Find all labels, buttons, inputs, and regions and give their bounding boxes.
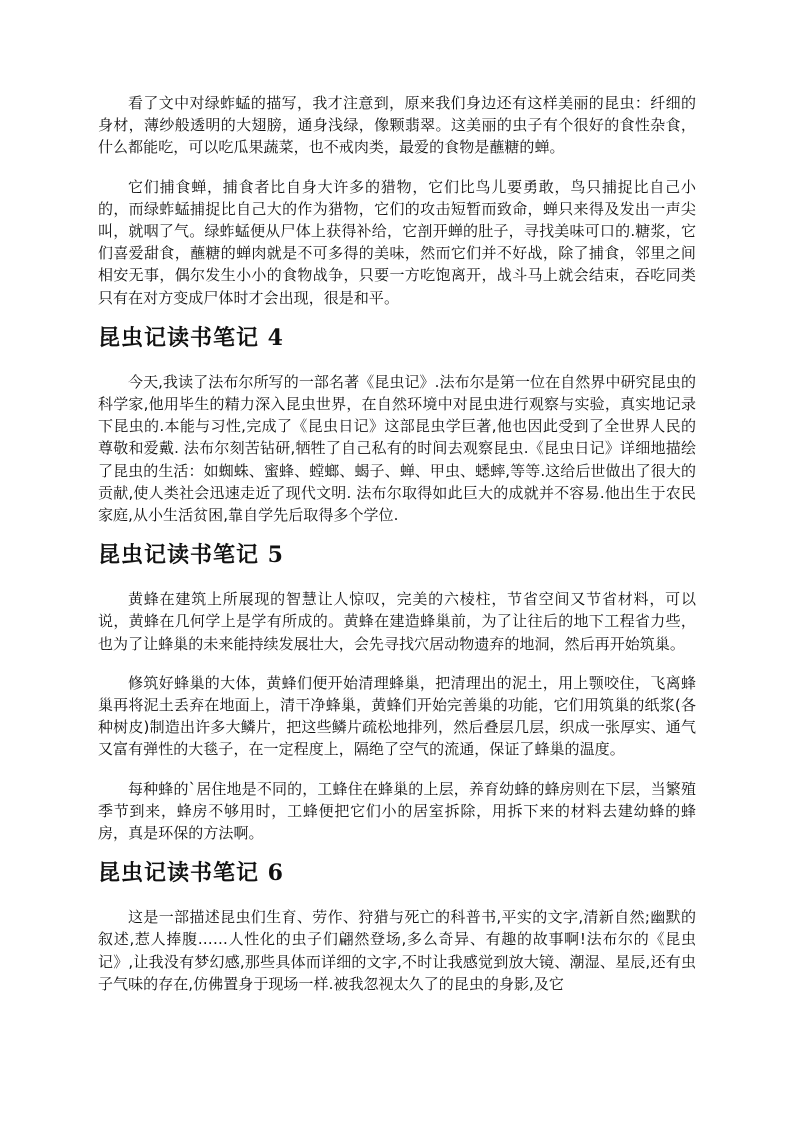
section-heading: 昆虫记读书笔记 4 <box>98 324 284 351</box>
paragraph: 今天,我读了法布尔所写的一部名著《昆虫记》.法布尔是第一位在自然界中研究昆虫的科学家,他用毕生的精力深入昆虫世界，在自然环境中对昆虫进行观察与实验，真实地记录下昆虫的.本能与习性,完成了《昆虫日记》这部昆虫学巨著,他也因此受到了全世界人民的尊敬和爱戴. 法布尔刻苦钻研,牺牲了自己私有的时间去观察昆虫.《昆虫日记》详细地描绘了昆虫的生活：如蜘蛛、蜜蜂、螳螂、蝎子、蝉、甲虫、蟋蟀,等等.这给后世做出了很大的贡献,使人类社会迅速走近了现代文明. 法布尔取得如此巨大的成就并不容易.他出生于农民家庭,从小生活贫困,靠自学先后取得多个学位. <box>98 372 696 525</box>
section-heading: 昆虫记读书笔记 5 <box>98 542 284 569</box>
paragraph: 这是一部描述昆虫们生育、劳作、狩猎与死亡的科普书,平实的文字,清新自然;幽默的叙述,惹人捧腹……人性化的虫子们翩然登场,多么奇异、有趣的故事啊!法布尔的《昆虫记》,让我没有梦幻感,那些具体而详细的文字,不时让我感觉到放大镜、潮湿、星辰,还有虫子气味的存在,仿佛置身于现场一样.被我忽视太久了的昆虫的身影,及它 <box>98 908 696 993</box>
paragraph: 黄蜂在建筑上所展现的智慧让人惊叹，完美的六棱柱，节省空间又节省材料，可以说，黄蜂在几何学上是学有所成的。黄蜂在建造蜂巢前，为了让往后的地下工程省力些，也为了让蜂巢的未来能持续发展壮大，会先寻找穴居动物遗弃的地洞，然后再开始筑巢。 <box>98 590 696 653</box>
paragraph: 修筑好蜂巢的大体，黄蜂们便开始清理蜂巢，把清理出的泥土，用上颚咬住，飞离蜂巢再将泥土丢弃在地面上，清干净蜂巢，黄蜂们开始完善巢的功能，它们用筑巢的纸浆(各种树皮)制造出许多大鳞片，把这些鳞片疏松地排列，然后叠层几层，织成一张厚实、通气又富有弹性的大毯子，在一定程度上，隔绝了空气的流通，保证了蜂巢的温度。 <box>98 673 696 759</box>
paragraph: 它们捕食蝉，捕食者比自身大许多的猎物，它们比鸟儿要勇敢，鸟只捕捉比自己小的，而绿蚱蜢捕捉比自己大的作为猎物，它们的攻击短暂而致命，蝉只来得及发出一声尖叫，就咽了气。绿蚱蜢便从尸体上获得补给，它剖开蝉的肚子，寻找美味可口的.糖浆，它们喜爱甜食，蘸糖的蝉肉就是不可多得的美味，然而它们并不好战，除了捕食，邻里之间相安无事，偶尔发生小小的食物战争，只要一方吃饱离开，战斗马上就会结束，吞吃同类只有在对方变成尸体时才会出现，很是和平。 <box>98 177 696 307</box>
paragraph: 看了文中对绿蚱蜢的描写，我才注意到，原来我们身边还有这样美丽的昆虫：纤细的身材，薄纱般透明的大翅膀，通身浅绿，像颗翡翠。这美丽的虫子有个很好的食性杂食，什么都能吃，可以吃瓜果蔬菜，也不戒肉类，最爱的食物是蘸糖的蝉。 <box>98 94 696 157</box>
paragraph: 每种蜂的`居住地是不同的，工蜂住在蜂巢的上层，养育幼蜂的蜂房则在下层，当繁殖季节到来，蜂房不够用时，工蜂便把它们小的居室拆除，用拆下来的材料去建幼蜂的蜂房，真是环保的方法啊。 <box>98 779 696 843</box>
section-heading: 昆虫记读书笔记 6 <box>98 860 284 887</box>
document-page <box>98 92 696 995</box>
